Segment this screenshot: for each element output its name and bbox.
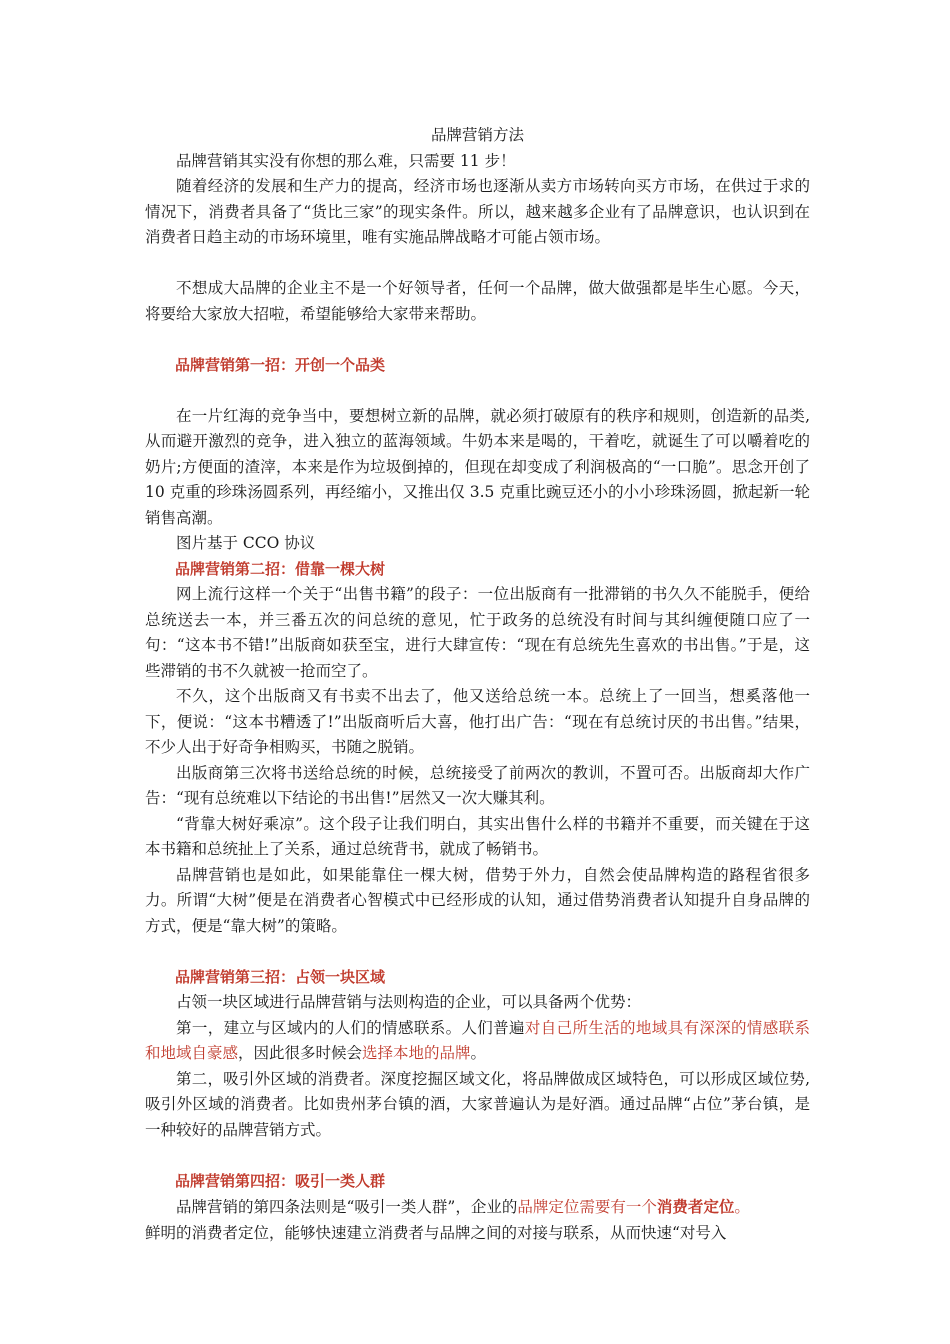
section-3-heading: 品牌营销第三招：占领一块区域	[175, 967, 386, 986]
section-1-paragraph: 在一片红海的竞争当中，要想树立新的品牌，就必须打破原有的秩序和规则，创造新的品类,从而避开激烈的竞争，进入独立的蓝海领域。牛奶本来是喝的，干着吃，就诞生了可以嚼着吃的奶片;方便面的渣滓，本来是作为垃圾倒掉的，但现在却变成了利润极高的“一口脆”。思念开创了 10 克重的珍珠汤圆系列，再经缩小，又推出仅 3.5 克重比豌豆还小的小小珍珠汤圆，掀起新一轮销售高潮。	[145, 406, 810, 527]
page-title: 品牌营销方法	[430, 126, 524, 144]
highlighted-text: 品牌定位需要有一个	[517, 1198, 657, 1216]
text-run: 。	[470, 1044, 487, 1062]
spacer	[145, 378, 810, 404]
section-2-paragraph-4: “背靠大树好乘凉”。这个段子让我们明白，其实出售什么样的书籍并不重要，而关键在于这本书籍和总统扯上了关系，通过总统背书，就成了畅销书。	[145, 814, 810, 858]
spacer	[145, 1143, 810, 1169]
section-4-heading: 品牌营销第四招：吸引一类人群	[175, 1171, 386, 1190]
intro-lead: 品牌营销其实没有你想的那么难，只需要 11 步！	[176, 151, 516, 170]
spacer	[145, 251, 810, 277]
text-run: 第一，建立与区域内的人们的情感联系。人们普遍	[176, 1018, 525, 1037]
highlighted-text: 选择本地的品牌	[362, 1044, 471, 1062]
highlighted-text: 对自己所生活的地域具有深深的情感联系和地域自豪感	[145, 1018, 810, 1062]
section-4-paragraph-1	[145, 1194, 818, 1221]
section-2-paragraph-1: 网上流行这样一个关于“出售书籍”的段子：一位出版商有一批滞销的书久久不能脱手，便给总统送去一本，并三番五次的问总统的意见，忙于政务的总统没有时间与其纠缠便随口应了一句：“这本书不错!”出版商如获至宝，进行大肆宣传：“现在有总统先生喜欢的书出售。”于是，这些滞销的书不久就被一抢而空了。	[145, 585, 810, 680]
intro-paragraph-2: 不想成大品牌的企业主不是一个好领导者，任何一个品牌，做大做强都是毕生心愿。今天，将要给大家放大招啦，希望能够给大家带来帮助。	[145, 279, 810, 323]
intro-paragraph-1: 随着经济的发展和生产力的提高，经济市场也逐渐从卖方市场转向买方市场，在供过于求的情况下，消费者具备了“货比三家”的现实条件。所以，越来越多企业有了品牌意识，也认识到在消费者日趋主动的市场环境里，唯有实施品牌战略才可能占领市场。	[145, 177, 810, 246]
document-body	[145, 123, 810, 1246]
highlighted-bold-text: 消费者定位	[656, 1197, 735, 1216]
section-1-heading: 品牌营销第一招：开创一个品类	[175, 355, 386, 374]
text-run: 。	[734, 1198, 750, 1216]
spacer	[145, 327, 810, 353]
section-3-paragraph-3: 第二，吸引外区域的消费者。深度挖掘区域文化，将品牌做成区域特色，可以形成区域位势,吸引外区域的消费者。比如贵州茅台镇的酒，大家普遍认为是好酒。通过品牌“占位”茅台镇，是一种较好的品牌营销方式。	[145, 1069, 810, 1139]
text-run: 品牌营销的第四条法则是“吸引一类人群”，企业的	[176, 1198, 518, 1216]
section-3-paragraph-2	[145, 1016, 810, 1067]
text-run: ，因此很多时候会	[238, 1044, 363, 1062]
section-2-heading: 品牌营销第二招：借靠一棵大树	[175, 559, 386, 578]
section-3-paragraph-1: 占领一块区域进行品牌营销与法则构造的企业，可以具备两个优势：	[176, 993, 642, 1011]
section-2-paragraph-2: 不久，这个出版商又有书卖不出去了，他又送给总统一本。总统上了一回当，想奚落他一下，便说：“这本书糟透了!”出版商听后大喜，他打出广告：“现在有总统讨厌的书出售。”结果，不少人出于好奇争相购买，书随之脱销。	[145, 687, 810, 756]
section-4-paragraph-2: 鲜明的消费者定位，能够快速建立消费者与品牌之间的对接与联系，从而快速“对号入	[145, 1223, 727, 1242]
section-2-paragraph-3: 出版商第三次将书送给总统的时候，总统接受了前两次的教训，不置可否。出版商却大作广告：“现有总统难以下结论的书出售!”居然又一次大赚其利。	[145, 763, 810, 807]
spacer	[145, 939, 810, 965]
section-2-paragraph-5: 品牌营销也是如此，如果能靠住一棵大树，借势于外力，自然会使品牌构造的路程省很多力。所谓“大树”便是在消费者心智模式中已经形成的认知，通过借势消费者认知提升自身品牌的方式，便是“靠大树”的策略。	[145, 865, 810, 935]
image-caption: 图片基于 CCO 协议	[176, 534, 316, 552]
